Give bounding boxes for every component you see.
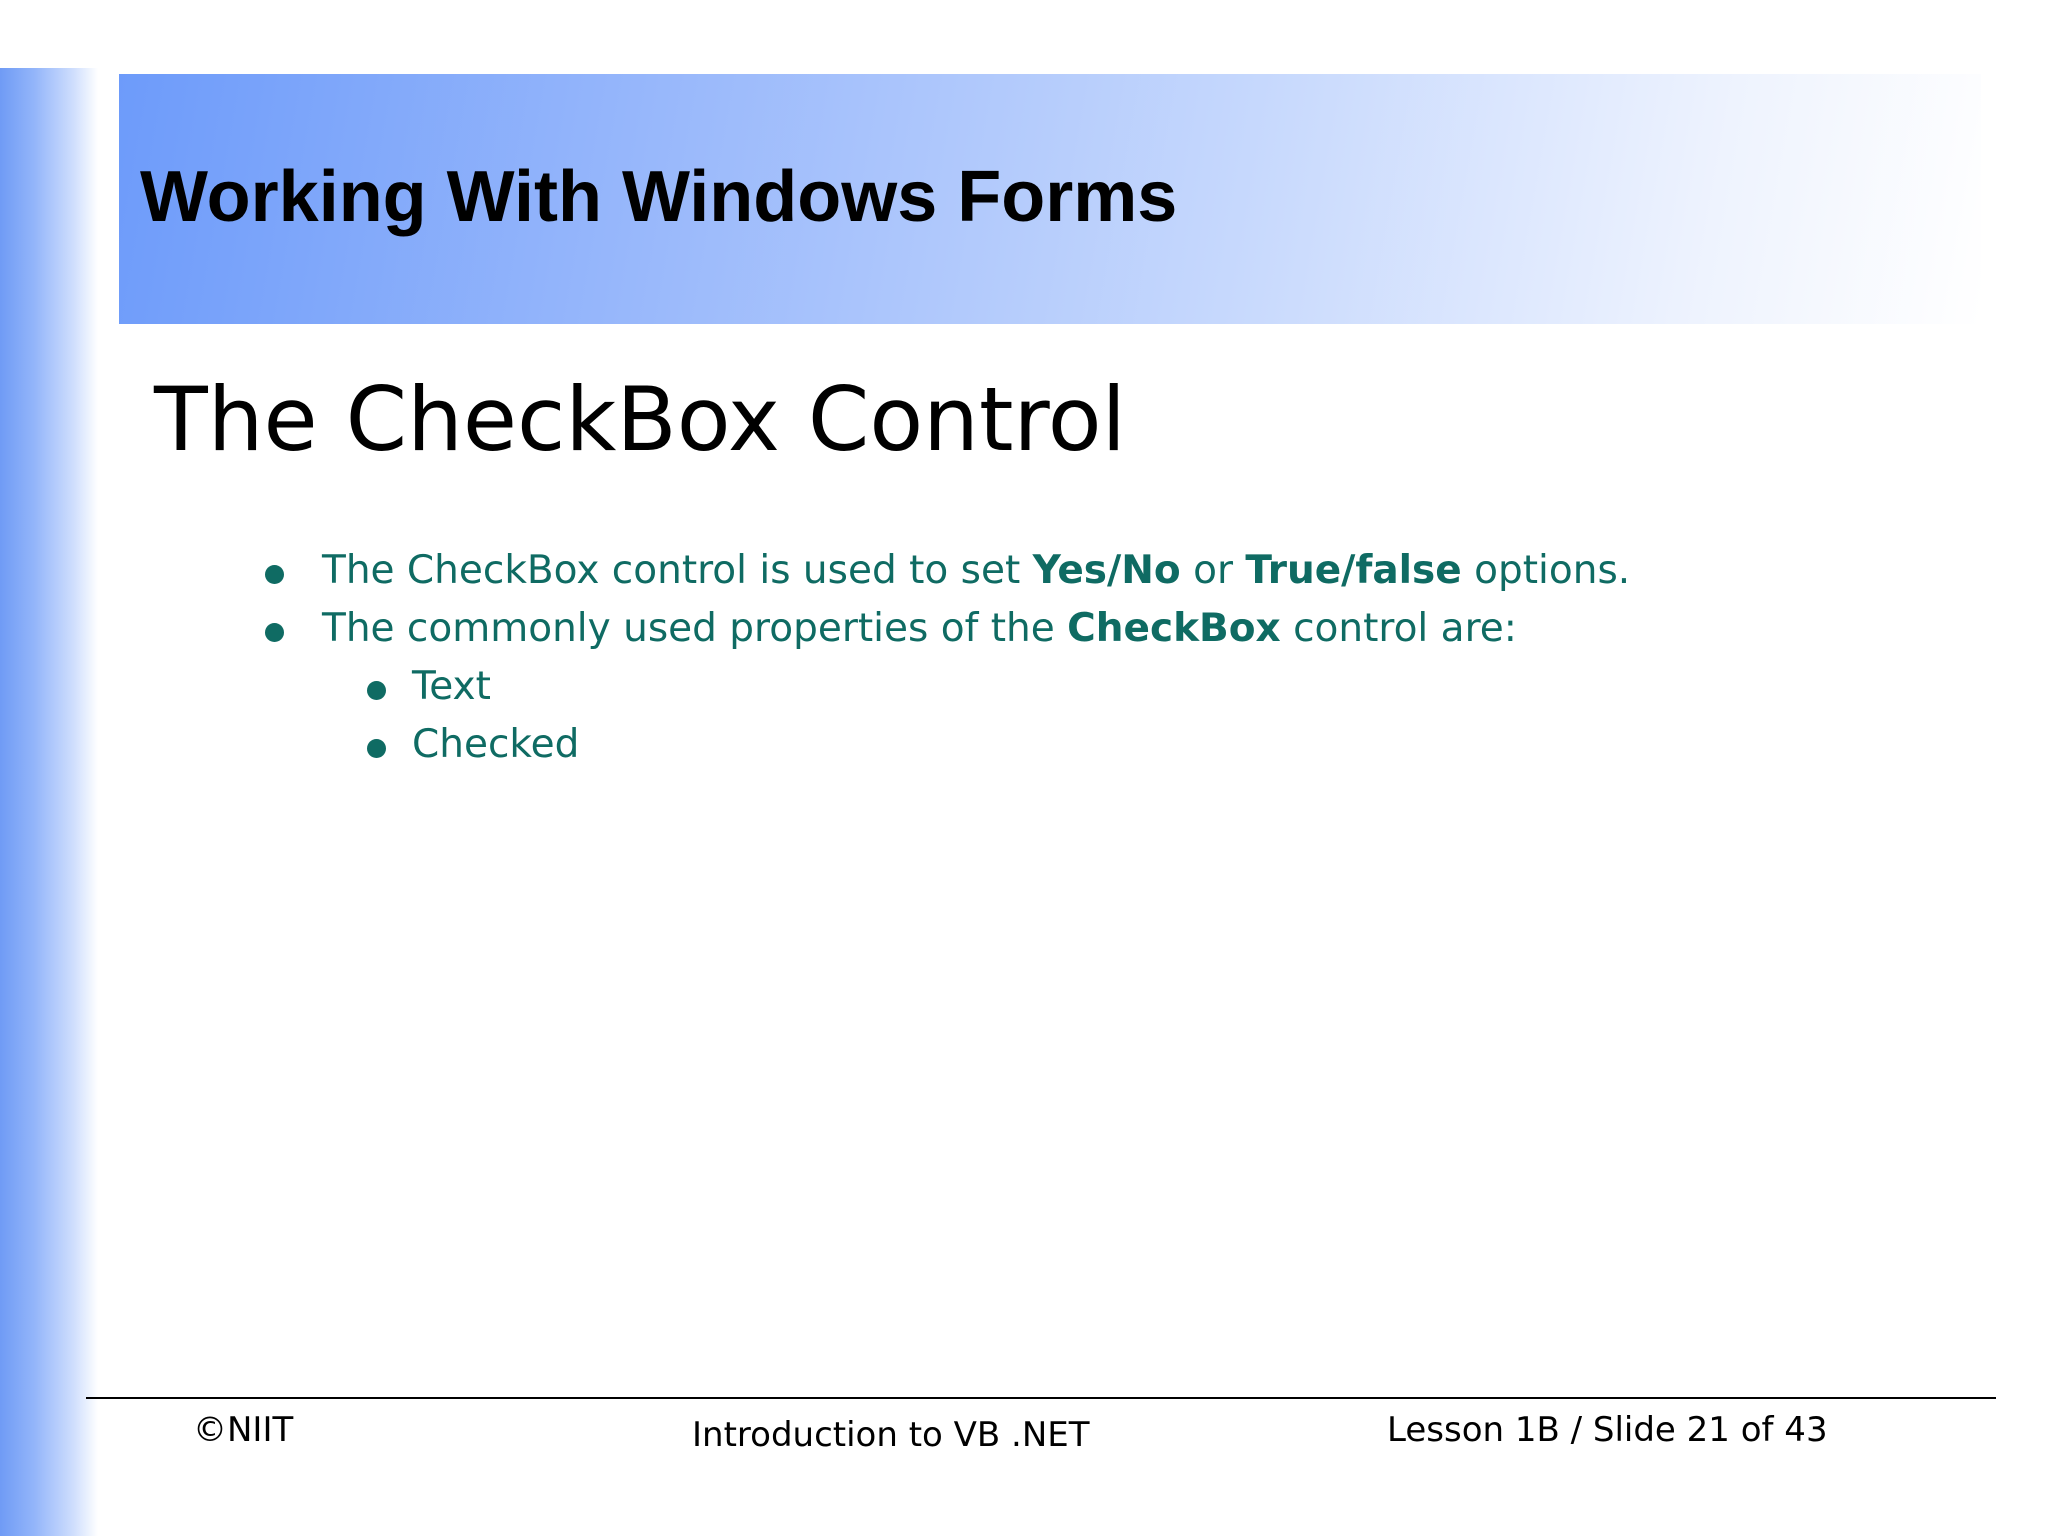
bullet-text-run: Checked [412,722,580,767]
footer-divider [86,1397,1996,1399]
bullet-dot-icon [265,565,284,584]
bullet-text-bold: Yes/No [1032,548,1181,593]
bullet-text-run: or [1180,548,1246,593]
bullet-dot-icon [367,681,386,700]
slide-title: The CheckBox Control [154,368,1126,471]
footer-course-title: Introduction to VB .NET [692,1415,1090,1455]
bullet-text [412,722,579,769]
bullet-text-run: The CheckBox control is used to set [322,548,1033,593]
footer-slide-number: Lesson 1B / Slide 21 of 43 [1387,1410,1828,1450]
header-title: Working With Windows Forms [140,157,1178,237]
bullet-text-run: options. [1461,548,1631,593]
bullet-text-bold: True/false [1245,548,1462,593]
footer-copyright: ©NIIT [193,1410,294,1450]
bullet-dot-icon [265,623,284,642]
bullet-text [412,664,491,711]
bullet-text-bold: CheckBox [1067,606,1281,651]
left-accent-bar [0,68,98,1536]
bullet-dot-icon [367,739,386,758]
bullet-text-run: The commonly used properties of the [322,606,1068,651]
bullet-text [322,606,1517,653]
bullet-text-run: Text [412,664,491,709]
bullet-text-run: control are: [1280,606,1517,651]
bullet-text [322,548,1630,595]
